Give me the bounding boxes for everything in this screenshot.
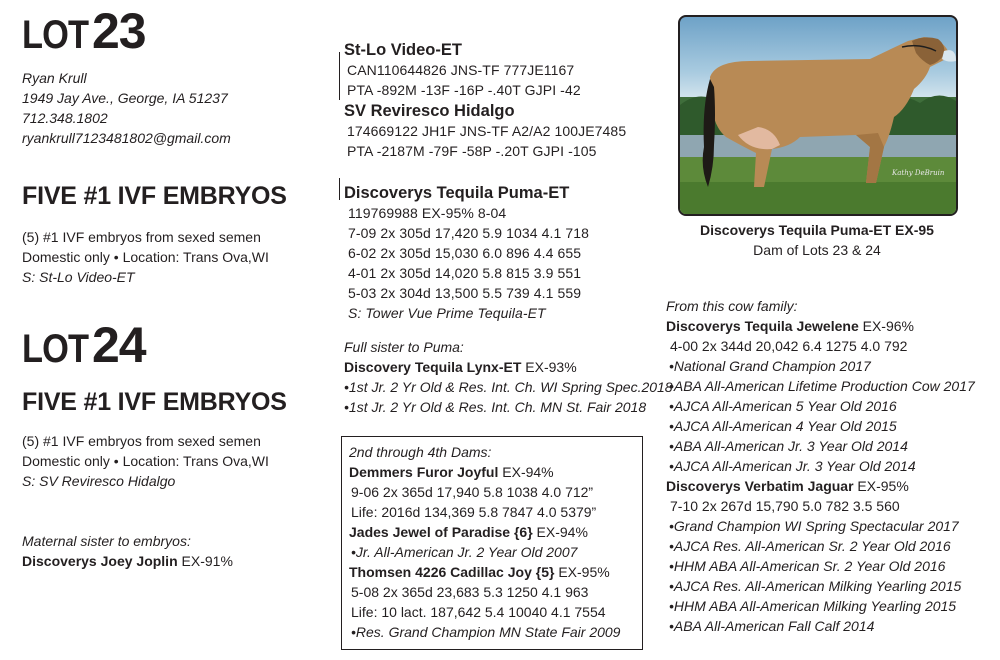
dam2-record: 9-06 2x 365d 17,940 5.8 1038 4.0 712” xyxy=(351,484,594,500)
lot24-word: LOT xyxy=(22,327,89,371)
maternal-sister-label: Maternal sister to embryos: xyxy=(22,533,191,549)
jewelene-honor: •AJCA All-American 4 Year Old 2015 xyxy=(669,418,897,434)
grass-foreground xyxy=(680,182,956,214)
jaguar-honor: •Grand Champion WI Spring Spectacular 2017 xyxy=(669,518,959,534)
jewelene-honor: •ABA All-American Jr. 3 Year Old 2014 xyxy=(669,438,908,454)
jaguar-honor: •ABA All-American Fall Calf 2014 xyxy=(669,618,875,634)
cow-family-label: From this cow family: xyxy=(666,298,798,314)
maternal-sister xyxy=(22,531,233,571)
dam-name: Discoverys Tequila Puma-ET xyxy=(344,184,570,202)
full-sister-honor: •1st Jr. 2 Yr Old & Res. Int. Ch. WI Spring Spec.2018 xyxy=(344,379,673,395)
dam3-entry xyxy=(349,522,620,542)
consignor-address: 1949 Jay Ave., George, IA 51237 xyxy=(22,90,228,106)
dam-id-line: 119769988 EX-95% 8-04 xyxy=(348,205,507,221)
dam4-record: 5-08 2x 365d 23,683 5.3 1250 4.1 963 xyxy=(351,584,589,600)
lot24-desc-line: Domestic only • Location: Trans Ova,WI xyxy=(22,453,269,469)
jewelene-score: EX-96% xyxy=(858,318,914,334)
sire-sv-reviresco-hidalgo xyxy=(344,101,626,161)
full-sister-label: Full sister to Puma: xyxy=(344,339,464,355)
jewelene-honor: •ABA All-American Lifetime Production Cow 2017 xyxy=(669,378,975,394)
photo-caption-sub: Dam of Lots 23 & 24 xyxy=(753,242,881,258)
dam4-score: EX-95% xyxy=(554,564,610,580)
jaguar-honor: •HHM ABA All-American Sr. 2 Year Old 2016 xyxy=(669,558,946,574)
lot23-description xyxy=(22,227,269,287)
jewelene-honor: •AJCA All-American 5 Year Old 2016 xyxy=(669,398,897,414)
consignor-phone: 712.348.1802 xyxy=(22,110,108,126)
cow-family xyxy=(666,296,975,636)
dam-record: 7-09 2x 305d 17,420 5.9 1034 4.1 718 xyxy=(348,225,590,241)
jewelene-honor: •AJCA All-American Jr. 3 Year Old 2014 xyxy=(669,458,916,474)
full-sister xyxy=(344,337,673,417)
jaguar-honor: •AJCA Res. All-American Milking Yearling 2015 xyxy=(669,578,962,594)
lot24-headline: FIVE #1 IVF EMBRYOS xyxy=(22,388,287,416)
dams-box-content xyxy=(349,442,620,642)
dam4-name: Thomsen 4226 Cadillac Joy {5} xyxy=(349,564,555,580)
cow-photo-illustration xyxy=(680,17,956,214)
dam-record: 6-02 2x 305d 15,030 6.0 896 4.4 655 xyxy=(348,245,582,261)
dam4-lifetime: Life: 10 lact. 187,642 5.4 10040 4.1 7554 xyxy=(351,604,606,620)
jewelene-record: 4-00 2x 344d 20,042 6.4 1275 4.0 792 xyxy=(670,338,908,354)
handler-glove xyxy=(942,50,956,62)
jewelene-honor: •National Grand Champion 2017 xyxy=(669,358,871,374)
sire-id-line: 174669122 JH1F JNS-TF A2/A2 100JE7485 xyxy=(347,123,627,139)
full-sister-name: Discovery Tequila Lynx-ET xyxy=(344,359,522,375)
dam4-entry xyxy=(349,562,620,582)
dam4-honor: •Res. Grand Champion MN State Fair 2009 xyxy=(351,624,621,640)
lot23-headline: FIVE #1 IVF EMBRYOS xyxy=(22,182,287,210)
cow-photo xyxy=(678,15,958,216)
dam-record: 5-03 2x 304d 13,500 5.5 739 4.1 559 xyxy=(348,285,582,301)
dam-tequila-puma xyxy=(344,183,589,323)
photo-caption-name: Discoverys Tequila Puma-ET EX-95 xyxy=(700,222,934,238)
photographer-watermark: Kathy DeBruin xyxy=(892,169,945,177)
lot23-number: 23 xyxy=(92,3,146,59)
lot23-sire: S: St-Lo Video-ET xyxy=(22,269,135,285)
lot23-desc-line: (5) #1 IVF embryos from sexed semen xyxy=(22,229,261,245)
sire-name: St-Lo Video-ET xyxy=(344,41,462,59)
dam-record: 4-01 2x 305d 14,020 5.8 815 3.9 551 xyxy=(348,265,582,281)
jewelene-entry xyxy=(666,316,975,336)
sire-st-lo-video xyxy=(344,40,581,100)
lot24-sire: S: SV Reviresco Hidalgo xyxy=(22,473,176,489)
jaguar-honor: •HHM ABA All-American Milking Yearling 2015 xyxy=(669,598,957,614)
maternal-sister-entry xyxy=(22,551,233,571)
jaguar-entry xyxy=(666,476,975,496)
lot23-word: LOT xyxy=(22,13,89,57)
lot23-desc-line: Domestic only • Location: Trans Ova,WI xyxy=(22,249,269,265)
lot24-description xyxy=(22,431,269,491)
maternal-sister-score: EX-91% xyxy=(177,553,233,569)
full-sister-honor: •1st Jr. 2 Yr Old & Res. Int. Ch. MN St. Fair 2018 xyxy=(344,399,647,415)
dam3-name: Jades Jewel of Paradise {6} xyxy=(349,524,533,540)
dam3-score: EX-94% xyxy=(532,524,588,540)
jaguar-name: Discoverys Verbatim Jaguar xyxy=(666,478,854,494)
sire-pta-line: PTA -2187M -79F -58P -.20T GJPI -105 xyxy=(347,143,597,159)
consignor-name: Ryan Krull xyxy=(22,70,87,86)
jaguar-honor: •AJCA Res. All-American Sr. 2 Year Old 2016 xyxy=(669,538,951,554)
lot23-title xyxy=(22,2,146,60)
sire-name: SV Reviresco Hidalgo xyxy=(344,102,515,120)
pedigree-bracket-line xyxy=(339,52,340,100)
consignor-contact xyxy=(22,68,231,148)
sire-pta-line: PTA -892M -13F -16P -.40T GJPI -42 xyxy=(347,82,581,98)
dam3-honor: •Jr. All-American Jr. 2 Year Old 2007 xyxy=(351,544,578,560)
dam2-entry xyxy=(349,462,620,482)
maternal-sister-name: Discoverys Joey Joplin xyxy=(22,553,178,569)
dam-sire-line: S: Tower Vue Prime Tequila-ET xyxy=(348,305,546,321)
jewelene-name: Discoverys Tequila Jewelene xyxy=(666,318,859,334)
dam2-score: EX-94% xyxy=(498,464,554,480)
pedigree-bracket-line xyxy=(339,178,340,200)
dams-box-label: 2nd through 4th Dams: xyxy=(349,444,492,460)
lot24-title xyxy=(22,316,146,374)
photo-caption xyxy=(678,220,956,260)
lot24-number: 24 xyxy=(92,317,146,373)
consignor-email[interactable]: ryankrull7123481802@gmail.com xyxy=(22,130,231,146)
jaguar-score: EX-95% xyxy=(853,478,909,494)
dam2-name: Demmers Furor Joyful xyxy=(349,464,499,480)
jaguar-record: 7-10 2x 267d 15,790 5.0 782 3.5 560 xyxy=(670,498,900,514)
dam2-lifetime: Life: 2016d 134,369 5.8 7847 4.0 5379” xyxy=(351,504,597,520)
lot24-desc-line: (5) #1 IVF embryos from sexed semen xyxy=(22,433,261,449)
full-sister-entry xyxy=(344,357,673,377)
sire-id-line: CAN110644826 JNS-TF 777JE1167 xyxy=(347,62,575,78)
full-sister-score: EX-93% xyxy=(521,359,577,375)
